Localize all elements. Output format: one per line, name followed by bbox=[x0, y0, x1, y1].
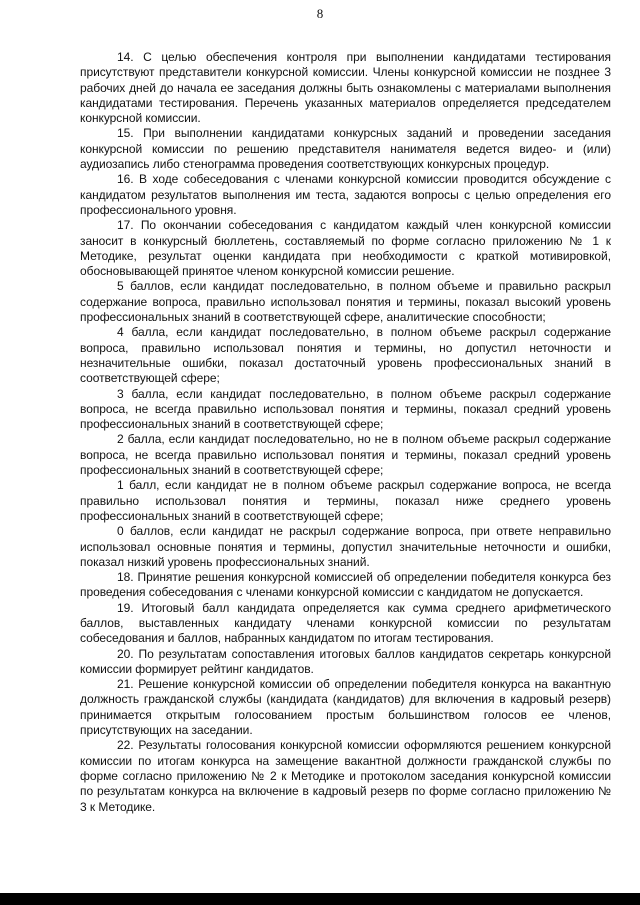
paragraph-20: 20. По результатам сопоставления итоговых баллов кандидатов секретарь конкурсной комиссии формирует рейтинг кандидатов. bbox=[80, 646, 611, 676]
document-body bbox=[80, 50, 611, 815]
page-number: 8 bbox=[316, 6, 324, 21]
paragraph-16: 16. В ходе собеседования с членами конкурсной комиссии проводится обсуждение с кандидатом результатов выполнения им теста, задаются вопросы с целью определения его профессионального уровня. bbox=[80, 172, 611, 217]
score-5-criteria: 5 баллов, если кандидат последовательно, в полном объеме и правильно раскрыл содержание вопроса, правильно использовал понятия и термины, показал высокий уровень профессиональных знаний в соответствующей сфере, аналитические способности; bbox=[80, 279, 611, 325]
score-3-criteria: 3 балла, если кандидат последовательно, в полном объеме раскрыл содержание вопроса, не всегда правильно использовал понятия и термины, показал средний уровень профессиональных знаний в соответствующей сфере; bbox=[80, 386, 611, 432]
paragraph-19: 19. Итоговый балл кандидата определяется как сумма среднего арифметического баллов, выставленных кандидату членами конкурсной комиссии по результатам собеседования и баллов, набранных кандидатом по итогам тестирования. bbox=[80, 600, 611, 646]
paragraph-15: 15. При выполнении кандидатами конкурсных заданий и проведении заседания конкурсной комиссии по решению представителя нанимателя ведется видео- и (или) аудиозапись либо стенограмма проведения соответствующих конкурсных процедур. bbox=[80, 126, 611, 172]
score-2-criteria: 2 балла, если кандидат последовательно, но не в полном объеме раскрыл содержание вопроса, не всегда правильно использовал понятия и термины, показал средний уровень профессиональных знаний в соответствующей сфере; bbox=[80, 432, 611, 478]
paragraph-17: 17. По окончании собеседования с кандидатом каждый член конкурсной комиссии заносит в конкурсный бюллетень, составляемый по форме согласно приложению № 1 к Методике, результат оценки кандидата при необходимости с краткой мотивировкой, обосновывающей принятое членом конкурсной комиссии решение. bbox=[80, 218, 611, 279]
score-4-criteria: 4 балла, если кандидат последовательно, в полном объеме раскрыл содержание вопроса, правильно использовал понятия и термины, но допустил неточности и незначительные ошибки, показал достаточный уровень профессиональных знаний в соответствующей сфере; bbox=[80, 325, 611, 386]
score-1-criteria: 1 балл, если кандидат не в полном объеме раскрыл содержание вопроса, не всегда правильно использовал понятия и термины, показал ниже среднего уровень профессиональных знаний в соответствующей сфере; bbox=[80, 478, 611, 523]
paragraph-14: 14. С целью обеспечения контроля при выполнении кандидатами тестирования присутствуют представители конкурсной комиссии. Члены конкурсной комиссии не позднее 3 рабочих дней до начала ее заседания должны быть ознакомлены с материалами выполнения кандидатами тестирования. Перечень указанных материалов определяется председателем конкурсной комиссии. bbox=[80, 50, 611, 126]
paragraph-18: 18. Принятие решения конкурсной комиссией об определении победителя конкурса без проведения собеседования с членами конкурсной комиссии с кандидатом не допускается. bbox=[80, 570, 611, 600]
score-0-criteria: 0 баллов, если кандидат не раскрыл содержание вопроса, при ответе неправильно использовал основные понятия и термины, допустил значительные неточности и ошибки, показал низкий уровень профессиональных знаний. bbox=[80, 524, 611, 569]
paragraph-21: 21. Решение конкурсной комиссии об определении победителя конкурса на вакантную должность гражданской службы (кандидата (кандидатов) для включения в кадровый резерв) принимается открытым голосованием простым большинством голосов ее членов, присутствующих на заседании. bbox=[80, 677, 611, 738]
paragraph-22: 22. Результаты голосования конкурсной комиссии оформляются решением конкурсной комиссии по итогам конкурса на замещение вакантной должности гражданской службы по форме согласно приложению № 2 к Методике и протоколом заседания конкурсной комиссии по результатам конкурса на включение в кадровый резерв по форме согласно приложению № 3 к Методике. bbox=[80, 738, 611, 814]
scan-edge-bar bbox=[0, 893, 640, 905]
